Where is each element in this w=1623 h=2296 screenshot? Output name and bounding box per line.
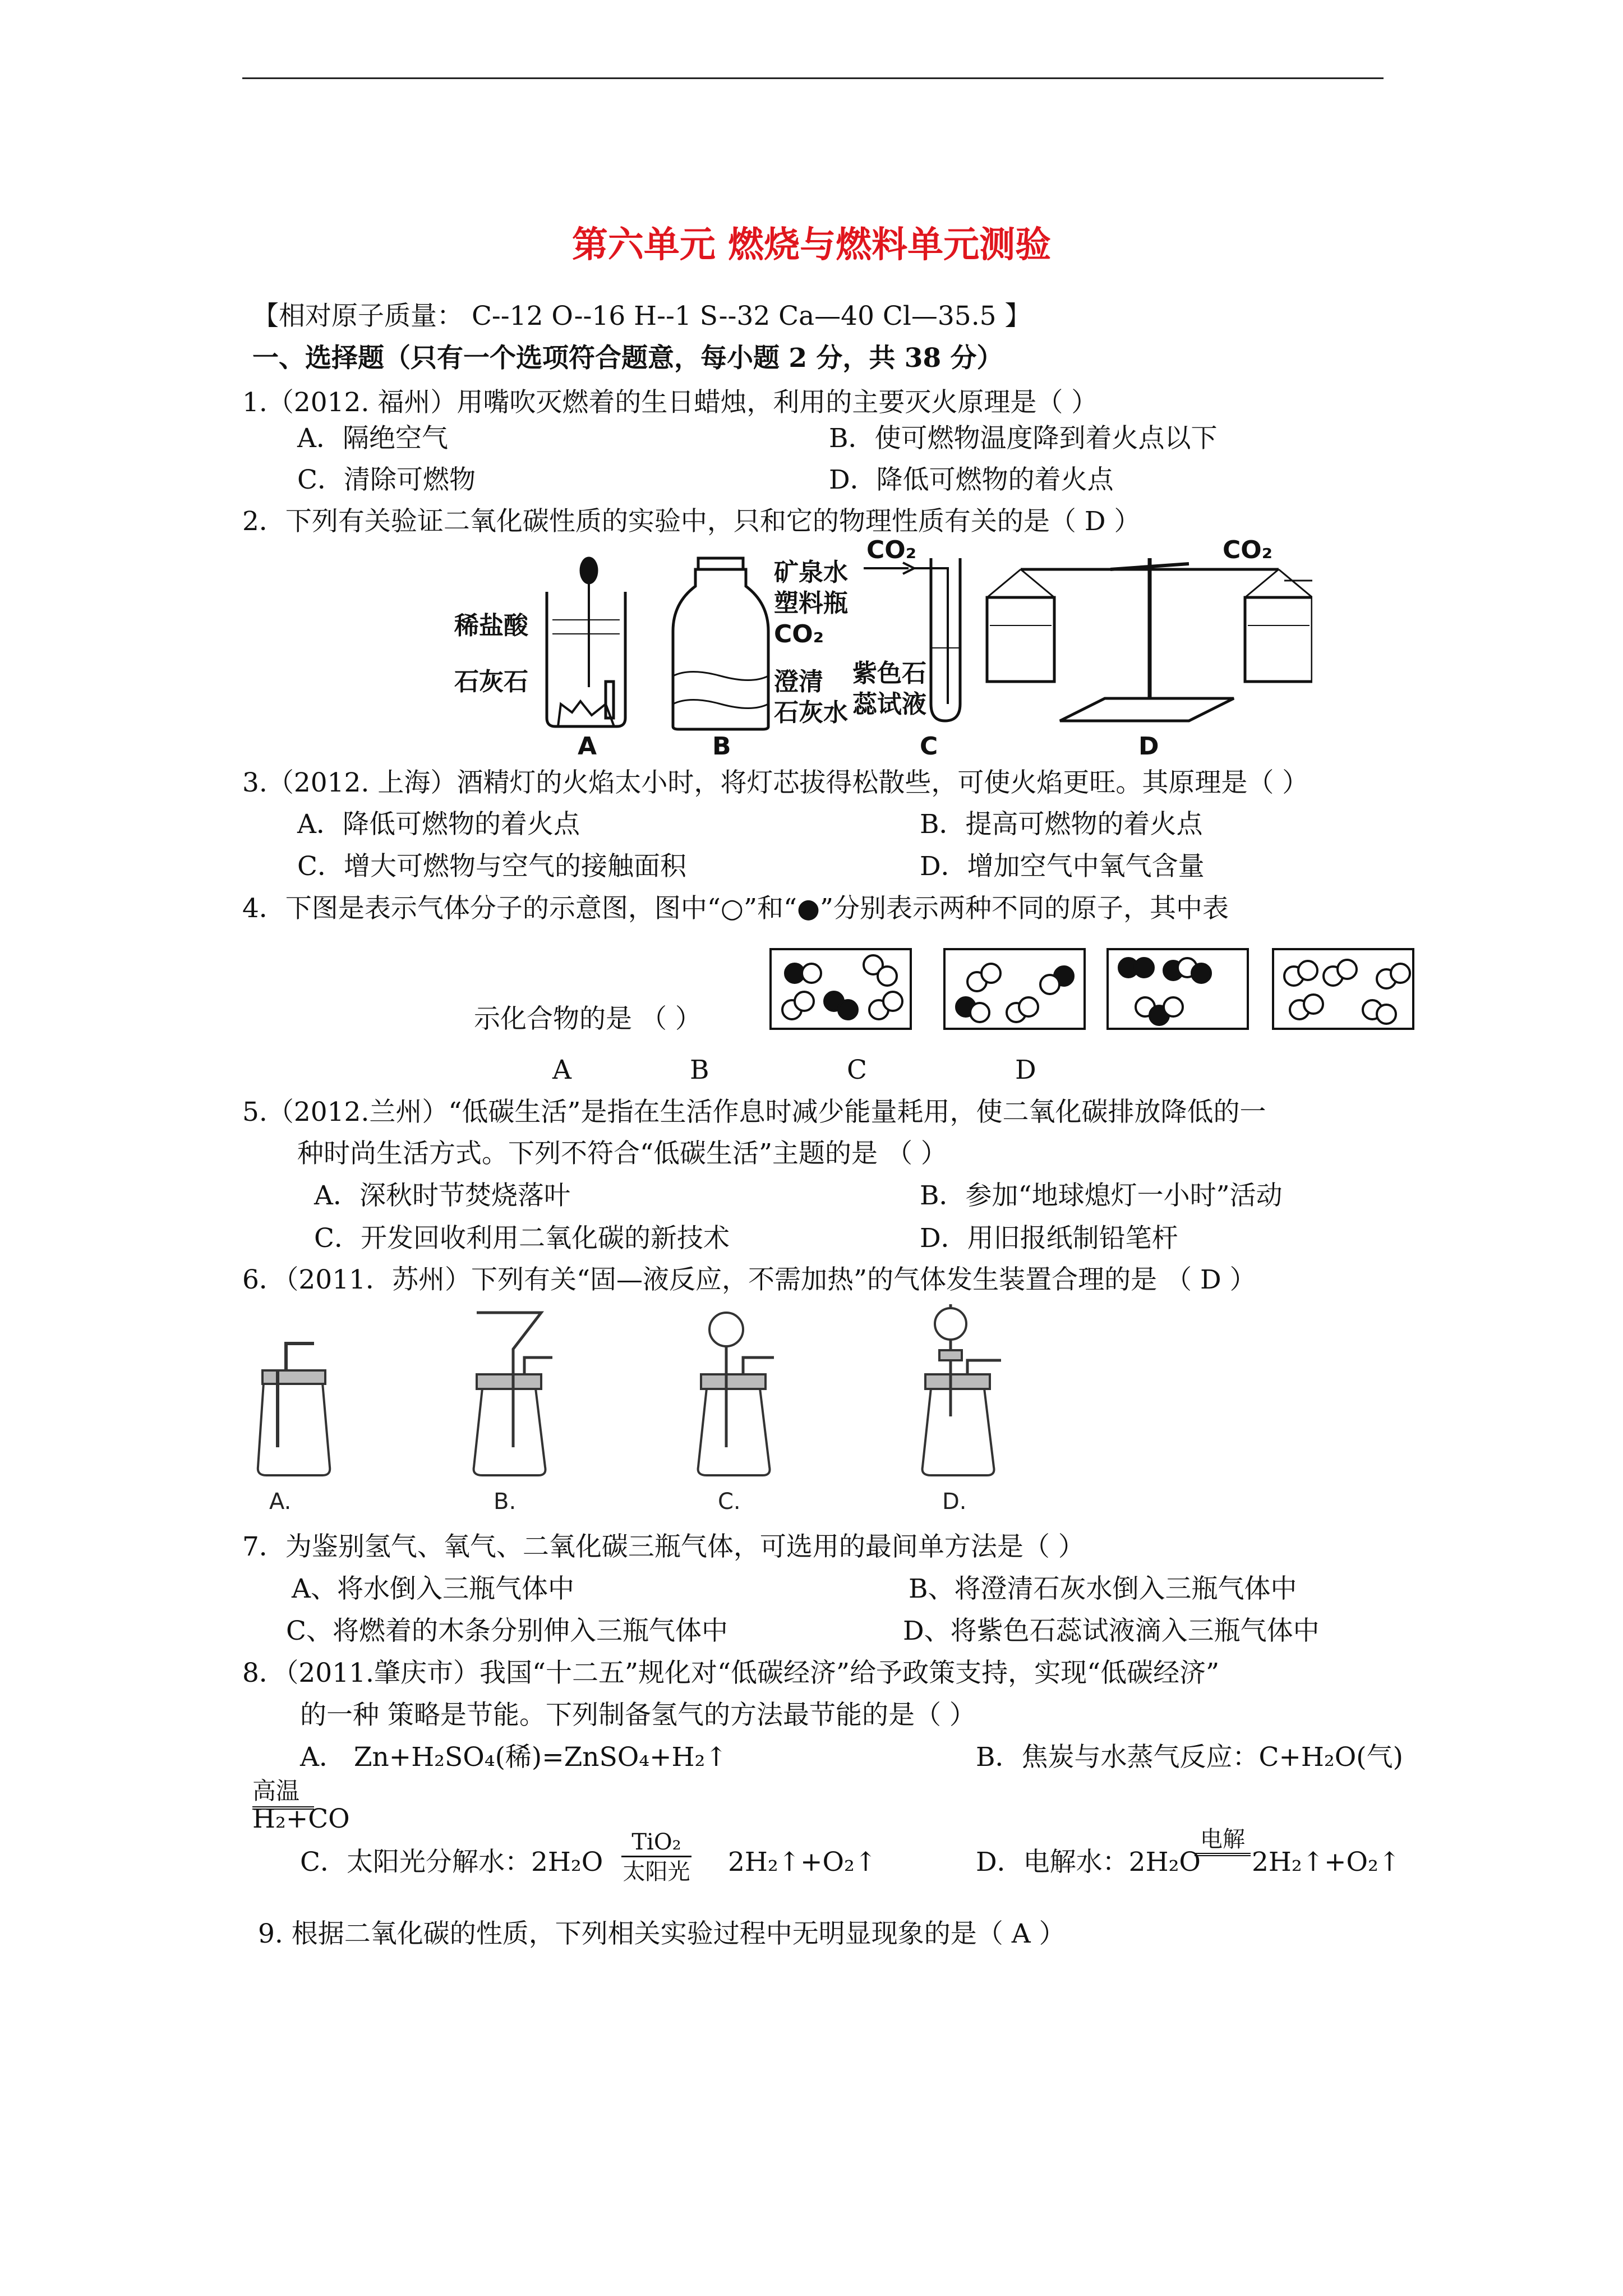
q1-stem: 1.（2012. 福州）用嘴吹灭燃着的生日蜡烛，利用的主要灭火原理是（ ） [242, 387, 1098, 418]
q8-option-b: B．焦炭与水蒸气反应：C+H₂O(气) [976, 1742, 1403, 1773]
q2-b-label-4: 澄清 [774, 668, 823, 696]
header-rule [242, 77, 1384, 79]
q2-b-label-2: 塑料瓶 [774, 589, 848, 618]
q2-d-letter: D [1138, 732, 1159, 760]
q6-label-a: A. [269, 1489, 292, 1515]
q5-stem-2: 种时尚生活方式。下列不符合“低碳生活”主题的是 （ ） [297, 1138, 947, 1169]
q8-stem: 8．（2011.肇庆市）我国“十二五”规化对“低碳经济”给予政策支持，实现“低碳经济” [242, 1658, 1220, 1688]
q5-option-d: D．用旧报纸制铅笔杆 [920, 1223, 1178, 1254]
q3-option-a: A．降低可燃物的着火点 [297, 809, 580, 840]
q8-b-condition: 高温 [252, 1773, 314, 1810]
q2-b-label-5: 石灰水 [774, 698, 848, 727]
q2-c-label-2: 蕊试液 [852, 690, 926, 719]
q4-label-b: B [690, 1055, 709, 1085]
q7-option-d: D、将紫色石蕊试液滴入三瓶气体中 [903, 1616, 1320, 1646]
q2-b-label-1: 矿泉水 [774, 558, 848, 587]
q3-stem: 3.（2012. 上海）酒精灯的火焰太小时，将灯芯拔得松散些，可使火焰更旺。其原理是（ ） [242, 767, 1309, 798]
q2-d-gas: CO₂ [1223, 536, 1272, 564]
q8-option-c-products: 2H₂↑+O₂↑ [728, 1847, 877, 1878]
q5-stem: 5.（2012.兰州）“低碳生活”是指在生活作息时减少能量耗用，使二氧化碳排放降低的一 [242, 1097, 1266, 1128]
q8-b-products: H₂+CO [252, 1803, 350, 1834]
q7-option-b: B、将澄清石灰水倒入三瓶气体中 [909, 1573, 1297, 1604]
q8-stem-2: 的一种 策略是节能。下列制备氢气的方法最节能的是（ ） [300, 1700, 976, 1731]
q2-c-label-1: 紫色石 [852, 659, 926, 688]
q1-option-a: A．隔绝空气 [297, 423, 448, 454]
q2-c-letter: C [920, 732, 938, 760]
q4-label-c: C [847, 1055, 867, 1085]
q5-option-b: B．参加“地球熄灯一小时”活动 [920, 1180, 1283, 1211]
q6-label-b: B. [494, 1489, 517, 1515]
q3-option-c: C．增大可燃物与空气的接触面积 [297, 851, 686, 882]
q7-option-a: A、将水倒入三瓶气体中 [292, 1573, 574, 1604]
q4-label-a: A [552, 1055, 571, 1085]
q8-option-c-prefix: C．太阳光分解水：2H₂O [300, 1847, 603, 1878]
q1-option-d: D．降低可燃物的着火点 [829, 464, 1114, 495]
q4-molecule-boxes [769, 948, 1420, 1032]
q6-stem: 6．（2011．苏州）下列有关“固—液反应，不需加热”的气体发生装置合理的是 （ D ） [242, 1264, 1256, 1295]
q7-stem: 7．为鉴别氢气、氧气、二氧化碳三瓶气体，可选用的最间单方法是（ ） [242, 1531, 1085, 1562]
q4-stem-2: 示化合物的是 （ ） [474, 1004, 702, 1034]
q8-d-condition: 电解 [1195, 1826, 1251, 1856]
q1-option-b: B．使可燃物温度降到着火点以下 [829, 423, 1218, 454]
q2-a-label-2: 石灰石 [454, 668, 528, 696]
atomic-mass-note: 【相对原子质量： C--12 O--16 H--1 S--32 Ca—40 Cl—35.5 】 [252, 301, 1031, 332]
q8-option-d-prefix: D．电解水：2H₂O [976, 1847, 1201, 1878]
q3-option-d: D．增加空气中氧气含量 [920, 851, 1205, 882]
q1-option-c: C．清除可燃物 [297, 464, 476, 495]
q6-label-d: D. [942, 1489, 967, 1515]
q5-option-c: C．开发回收利用二氧化碳的新技术 [314, 1223, 730, 1254]
q2-c-gas: CO₂ [866, 536, 916, 564]
page-title: 第六单元 燃烧与燃料单元测验 [571, 224, 1052, 266]
q6-apparatus-figure [247, 1304, 1004, 1517]
q8-c-condition: 太阳光 [623, 1859, 690, 1885]
q2-a-letter: A [578, 732, 597, 760]
q2-stem: 2．下列有关验证二氧化碳性质的实验中，只和它的物理性质有关的是（ D ） [242, 506, 1141, 537]
q4-stem: 4．下图是表示气体分子的示意图，图中“○”和“●”分别表示两种不同的原子，其中表 [242, 893, 1229, 924]
q8-c-catalyst: TiO₂ [621, 1829, 691, 1857]
q8-option-a: A． Zn+H₂SO₄(稀)=ZnSO₄+H₂↑ [300, 1742, 727, 1773]
q2-a-label-1: 稀盐酸 [454, 611, 528, 640]
q2-b-letter: B [712, 732, 731, 760]
q7-option-c: C、将燃着的木条分别伸入三瓶气体中 [286, 1616, 728, 1646]
q2-b-label-3: CO₂ [774, 620, 824, 648]
q8-option-d-products: 2H₂↑+O₂↑ [1252, 1847, 1401, 1878]
q9-stem: 9. 根据二氧化碳的性质，下列相关实验过程中无明显现象的是（ A ） [258, 1918, 1066, 1949]
q2-figure [449, 536, 1312, 760]
q5-option-a: A．深秋时节焚烧落叶 [314, 1180, 570, 1211]
section-heading: 一、选择题（只有一个选项符合题意，每小题 2 分，共 38 分） [252, 343, 1003, 374]
q6-label-c: C. [718, 1489, 741, 1515]
q4-label-d: D [1015, 1055, 1036, 1085]
q3-option-b: B．提高可燃物的着火点 [920, 809, 1203, 840]
